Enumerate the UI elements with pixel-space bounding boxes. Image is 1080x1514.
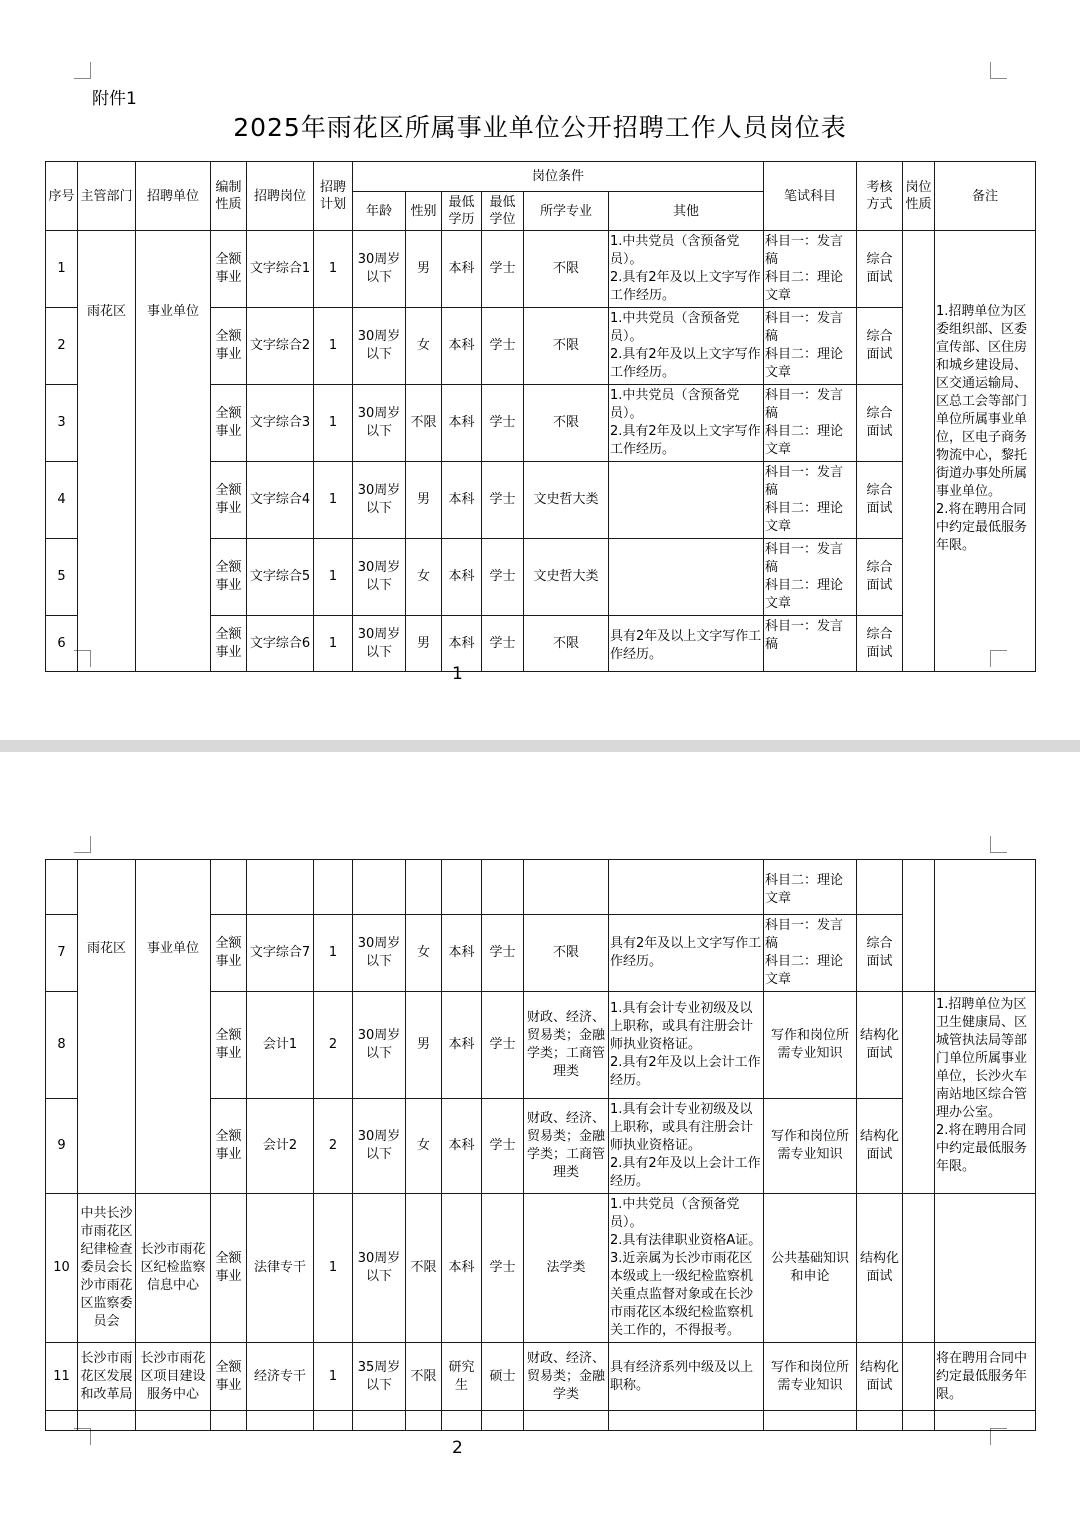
cell-dept: 长沙市雨花区发展和改革局 — [78, 1343, 136, 1411]
cell-degree: 学士 — [482, 915, 524, 992]
cell-unit: 长沙市雨花区项目建设服务中心 — [136, 1343, 211, 1411]
table-row — [46, 231, 1036, 308]
cell-plan: 1 — [314, 616, 353, 672]
crop-mark — [990, 836, 1007, 853]
header-nature: 岗位 性质 — [903, 162, 935, 231]
cell-major — [524, 860, 609, 915]
cell-assess: 结构化 面试 — [857, 1099, 903, 1194]
cell-staffing: 全额 事业 — [211, 915, 247, 992]
cell-exam: 科目一：发言稿 科目二：理论文章 — [764, 915, 857, 992]
cell-nature — [903, 992, 935, 1194]
cell-unit: 事业单位 — [136, 231, 211, 672]
cell-degree: 学士 — [482, 308, 524, 385]
cell-remark — [935, 1194, 1036, 1343]
cell-seq: 11 — [46, 1343, 78, 1411]
cell-staffing: 全额 事业 — [211, 1099, 247, 1194]
cell-other: 1.中共党员（含预备党员）。 2.具有法律职业资格A证。 3.近亲属为长沙市雨花区本级或上一级纪检监察机关重点监督对象或在长沙市雨花区本级纪检监察机关工作的，不得报考。 — [609, 1194, 764, 1343]
cell-exam: 科目一：发言稿 — [764, 616, 857, 672]
cell-post: 文字综合4 — [247, 462, 314, 539]
cell-staffing: 全额 事业 — [211, 1194, 247, 1343]
cell-seq: 8 — [46, 992, 78, 1099]
cell-major: 不限 — [524, 308, 609, 385]
cell-major: 文史哲大类 — [524, 462, 609, 539]
cell-major: 财政、经济、贸易类；金融学类；工商管理类 — [524, 992, 609, 1099]
cell-edu: 本科 — [442, 915, 482, 992]
header-exam: 笔试科目 — [764, 162, 857, 231]
cell-dept: 雨花区 — [78, 860, 136, 1194]
cell-plan: 1 — [314, 385, 353, 462]
header-unit: 招聘单位 — [136, 162, 211, 231]
cell-plan: 1 — [314, 539, 353, 616]
cell-other: 1.中共党员（含预备党员）。 2.具有2年及以上文字写作工作经历。 — [609, 385, 764, 462]
header-major: 所学专业 — [524, 192, 609, 231]
cell-edu: 本科 — [442, 616, 482, 672]
cell-exam: 科目一：发言稿 科目二：理论文章 — [764, 385, 857, 462]
cell-age: 30周岁 以下 — [353, 385, 406, 462]
cell-post — [247, 860, 314, 915]
cell-plan — [314, 860, 353, 915]
cell-assess: 综合 面试 — [857, 385, 903, 462]
cell-plan: 1 — [314, 915, 353, 992]
cell-edu: 本科 — [442, 539, 482, 616]
cell-degree: 学士 — [482, 992, 524, 1099]
cell-gender: 女 — [406, 539, 442, 616]
cell-age: 35周岁 以下 — [353, 1343, 406, 1411]
cell-age: 30周岁 以下 — [353, 1194, 406, 1343]
cell-staffing: 全额 事业 — [211, 308, 247, 385]
cell-exam: 科目一：发言稿 科目二：理论文章 — [764, 539, 857, 616]
cell-exam: 公共基础知识和申论 — [764, 1194, 857, 1343]
cell-seq: 1 — [46, 231, 78, 308]
cell-gender: 女 — [406, 1099, 442, 1194]
cell-other — [609, 860, 764, 915]
cell-assess: 综合 面试 — [857, 462, 903, 539]
cell-age: 30周岁 以下 — [353, 915, 406, 992]
header-edu: 最低 学历 — [442, 192, 482, 231]
cell-age: 30周岁 以下 — [353, 231, 406, 308]
cell-major: 财政、经济、贸易类；金融学类 — [524, 1343, 609, 1411]
cell-nature — [903, 860, 935, 992]
cell-gender: 女 — [406, 915, 442, 992]
cell-exam: 科目一：发言稿 科目二：理论文章 — [764, 231, 857, 308]
cell-assess: 综合 面试 — [857, 231, 903, 308]
cell-exam: 写作和岗位所需专业知识 — [764, 1099, 857, 1194]
cell-dept: 雨花区 — [78, 231, 136, 672]
cell-staffing: 全额 事业 — [211, 1343, 247, 1411]
cell-age — [353, 860, 406, 915]
cell-gender: 男 — [406, 231, 442, 308]
cell-post: 会计2 — [247, 1099, 314, 1194]
header-conditions: 岗位条件 — [353, 162, 764, 192]
cell-seq: 6 — [46, 616, 78, 672]
cell-seq: 5 — [46, 539, 78, 616]
cell-seq: 2 — [46, 308, 78, 385]
cell-plan: 1 — [314, 462, 353, 539]
cell-gender: 不限 — [406, 385, 442, 462]
cell-degree: 学士 — [482, 231, 524, 308]
cell-remark: 将在聘用合同中约定最低服务年限。 — [935, 1343, 1036, 1411]
cell-post: 会计1 — [247, 992, 314, 1099]
cell-staffing: 全额 事业 — [211, 992, 247, 1099]
cell-degree: 学士 — [482, 1194, 524, 1343]
cell-edu: 本科 — [442, 992, 482, 1099]
cell-unit: 事业单位 — [136, 860, 211, 1194]
cell-unit: 长沙市雨花区纪检监察信息中心 — [136, 1194, 211, 1343]
cell-seq: 9 — [46, 1099, 78, 1194]
cell-edu: 本科 — [442, 231, 482, 308]
table-row — [46, 1343, 1036, 1411]
cell-post: 法律专干 — [247, 1194, 314, 1343]
cell-other: 1.具有会计专业初级及以上职称，或具有注册会计师执业资格证。 2.具有2年及以上会计工作经历。 — [609, 1099, 764, 1194]
header-dept: 主管部门 — [78, 162, 136, 231]
cell-dept: 中共长沙市雨花区纪律检查委员会长沙市雨花区监察委员会 — [78, 1194, 136, 1343]
cell-seq: 7 — [46, 915, 78, 992]
cell-edu: 研究 生 — [442, 1343, 482, 1411]
cell-nature — [903, 1343, 935, 1411]
table-row — [46, 1411, 1036, 1431]
cell-staffing — [211, 860, 247, 915]
cell-plan: 2 — [314, 992, 353, 1099]
header-seq: 序号 — [46, 162, 78, 231]
cell-post: 文字综合5 — [247, 539, 314, 616]
cell-gender — [406, 860, 442, 915]
cell-assess: 综合 面试 — [857, 915, 903, 992]
cell-gender: 男 — [406, 616, 442, 672]
cell-major: 法学类 — [524, 1194, 609, 1343]
cell-other: 具有2年及以上文字写作工作经历。 — [609, 915, 764, 992]
cell-seq: 3 — [46, 385, 78, 462]
cell-major: 不限 — [524, 231, 609, 308]
crop-mark — [990, 62, 1007, 79]
cell-major: 不限 — [524, 385, 609, 462]
cell-degree: 学士 — [482, 462, 524, 539]
document-page-2 — [0, 752, 1080, 1514]
cell-other: 1.中共党员（含预备党员）。 2.具有2年及以上文字写作工作经历。 — [609, 231, 764, 308]
cell-nature — [903, 1194, 935, 1343]
cell-age: 30周岁 以下 — [353, 1099, 406, 1194]
page-number: 1 — [452, 664, 463, 684]
cell-post: 文字综合2 — [247, 308, 314, 385]
cell-exam: 写作和岗位所需专业知识 — [764, 992, 857, 1099]
header-plan: 招聘 计划 — [314, 162, 353, 231]
cell-degree — [482, 860, 524, 915]
cell-edu: 本科 — [442, 308, 482, 385]
cell-major: 不限 — [524, 616, 609, 672]
cell-age: 30周岁 以下 — [353, 616, 406, 672]
page-number: 2 — [452, 1438, 463, 1458]
document-page-1 — [0, 0, 1080, 740]
header-gender: 性别 — [406, 192, 442, 231]
cell-gender: 男 — [406, 992, 442, 1099]
cell-major: 文史哲大类 — [524, 539, 609, 616]
cell-edu — [442, 860, 482, 915]
cell-seq — [46, 860, 78, 915]
cell-degree: 学士 — [482, 1099, 524, 1194]
page-title: 2025年雨花区所属事业单位公开招聘工作人员岗位表 — [233, 113, 847, 142]
cell-age: 30周岁 以下 — [353, 462, 406, 539]
cell-staffing: 全额 事业 — [211, 616, 247, 672]
cell-exam: 写作和岗位所需专业知识 — [764, 1343, 857, 1411]
cell-assess: 综合 面试 — [857, 308, 903, 385]
cell-plan: 1 — [314, 1343, 353, 1411]
cell-gender: 不限 — [406, 1343, 442, 1411]
cell-post: 文字综合3 — [247, 385, 314, 462]
cell-degree: 学士 — [482, 539, 524, 616]
header-age: 年龄 — [353, 192, 406, 231]
cell-remark — [935, 860, 1036, 992]
cell-major: 不限 — [524, 915, 609, 992]
cell-assess — [857, 860, 903, 915]
cell-other — [609, 462, 764, 539]
cell-staffing: 全额 事业 — [211, 462, 247, 539]
page-separator — [0, 740, 1080, 752]
cell-age: 30周岁 以下 — [353, 308, 406, 385]
header-assess: 考核 方式 — [857, 162, 903, 231]
cell-other: 具有经济系列中级及以上职称。 — [609, 1343, 764, 1411]
cell-other: 1.具有会计专业初级及以上职称，或具有注册会计师执业资格证。 2.具有2年及以上会计工作经历。 — [609, 992, 764, 1099]
cell-remark: 1.招聘单位为区卫生健康局、区城管执法局等部门单位所属事业单位，长沙火车南站地区综合管理办公室。 2.将在聘用合同中约定最低服务年限。 — [935, 992, 1036, 1194]
cell-post: 经济专干 — [247, 1343, 314, 1411]
header-remark: 备注 — [935, 162, 1036, 231]
cell-plan: 2 — [314, 1099, 353, 1194]
header-staffing: 编制 性质 — [211, 162, 247, 231]
cell-seq: 4 — [46, 462, 78, 539]
cell-other — [609, 539, 764, 616]
cell-plan: 1 — [314, 1194, 353, 1343]
cell-post: 文字综合6 — [247, 616, 314, 672]
cell-degree: 学士 — [482, 385, 524, 462]
table-row — [46, 860, 1036, 915]
cell-plan: 1 — [314, 308, 353, 385]
cell-gender: 女 — [406, 308, 442, 385]
crop-mark — [74, 836, 91, 853]
cell-nature — [903, 231, 935, 672]
job-table-page-1 — [45, 161, 1036, 672]
cell-edu: 本科 — [442, 1194, 482, 1343]
cell-staffing: 全额 事业 — [211, 539, 247, 616]
cell-remark: 1.招聘单位为区委组织部、区委宣传部、区住房和城乡建设局、区交通运输局、区总工会等部门单位所属事业单位，区电子商务物流中心，黎托街道办事处所属事业单位。 2.将在聘用合同中约定最低服务年限。 — [935, 231, 1036, 672]
cell-assess: 结构化 面试 — [857, 1343, 903, 1411]
cell-edu: 本科 — [442, 1099, 482, 1194]
header-degree: 最低 学位 — [482, 192, 524, 231]
cell-age: 30周岁 以下 — [353, 539, 406, 616]
cell-assess: 结构化 面试 — [857, 992, 903, 1099]
cell-assess: 结构化 面试 — [857, 1194, 903, 1343]
cell-plan: 1 — [314, 231, 353, 308]
cell-exam: 科目二：理论文章 — [764, 860, 857, 915]
table-row — [46, 1194, 1036, 1343]
cell-degree: 学士 — [482, 616, 524, 672]
cell-post: 文字综合7 — [247, 915, 314, 992]
cell-edu: 本科 — [442, 385, 482, 462]
cell-assess: 综合 面试 — [857, 616, 903, 672]
job-table-page-2 — [45, 859, 1036, 1431]
cell-assess: 综合 面试 — [857, 539, 903, 616]
cell-staffing: 全额 事业 — [211, 385, 247, 462]
cell-exam: 科目一：发言稿 科目二：理论文章 — [764, 308, 857, 385]
header-other: 其他 — [609, 192, 764, 231]
cell-seq: 10 — [46, 1194, 78, 1343]
cell-exam: 科目一：发言稿 科目二：理论文章 — [764, 462, 857, 539]
cell-edu: 本科 — [442, 462, 482, 539]
cell-major: 财政、经济、贸易类；金融学类；工商管理类 — [524, 1099, 609, 1194]
cell-post: 文字综合1 — [247, 231, 314, 308]
cell-gender: 不限 — [406, 1194, 442, 1343]
cell-other: 具有2年及以上文字写作工作经历。 — [609, 616, 764, 672]
cell-degree: 硕士 — [482, 1343, 524, 1411]
crop-mark — [74, 62, 91, 79]
header-post: 招聘岗位 — [247, 162, 314, 231]
cell-staffing: 全额 事业 — [211, 231, 247, 308]
cell-gender: 男 — [406, 462, 442, 539]
cell-other: 1.中共党员（含预备党员）。 2.具有2年及以上文字写作工作经历。 — [609, 308, 764, 385]
cell-age: 30周岁 以下 — [353, 992, 406, 1099]
attachment-label: 附件1 — [92, 89, 137, 109]
